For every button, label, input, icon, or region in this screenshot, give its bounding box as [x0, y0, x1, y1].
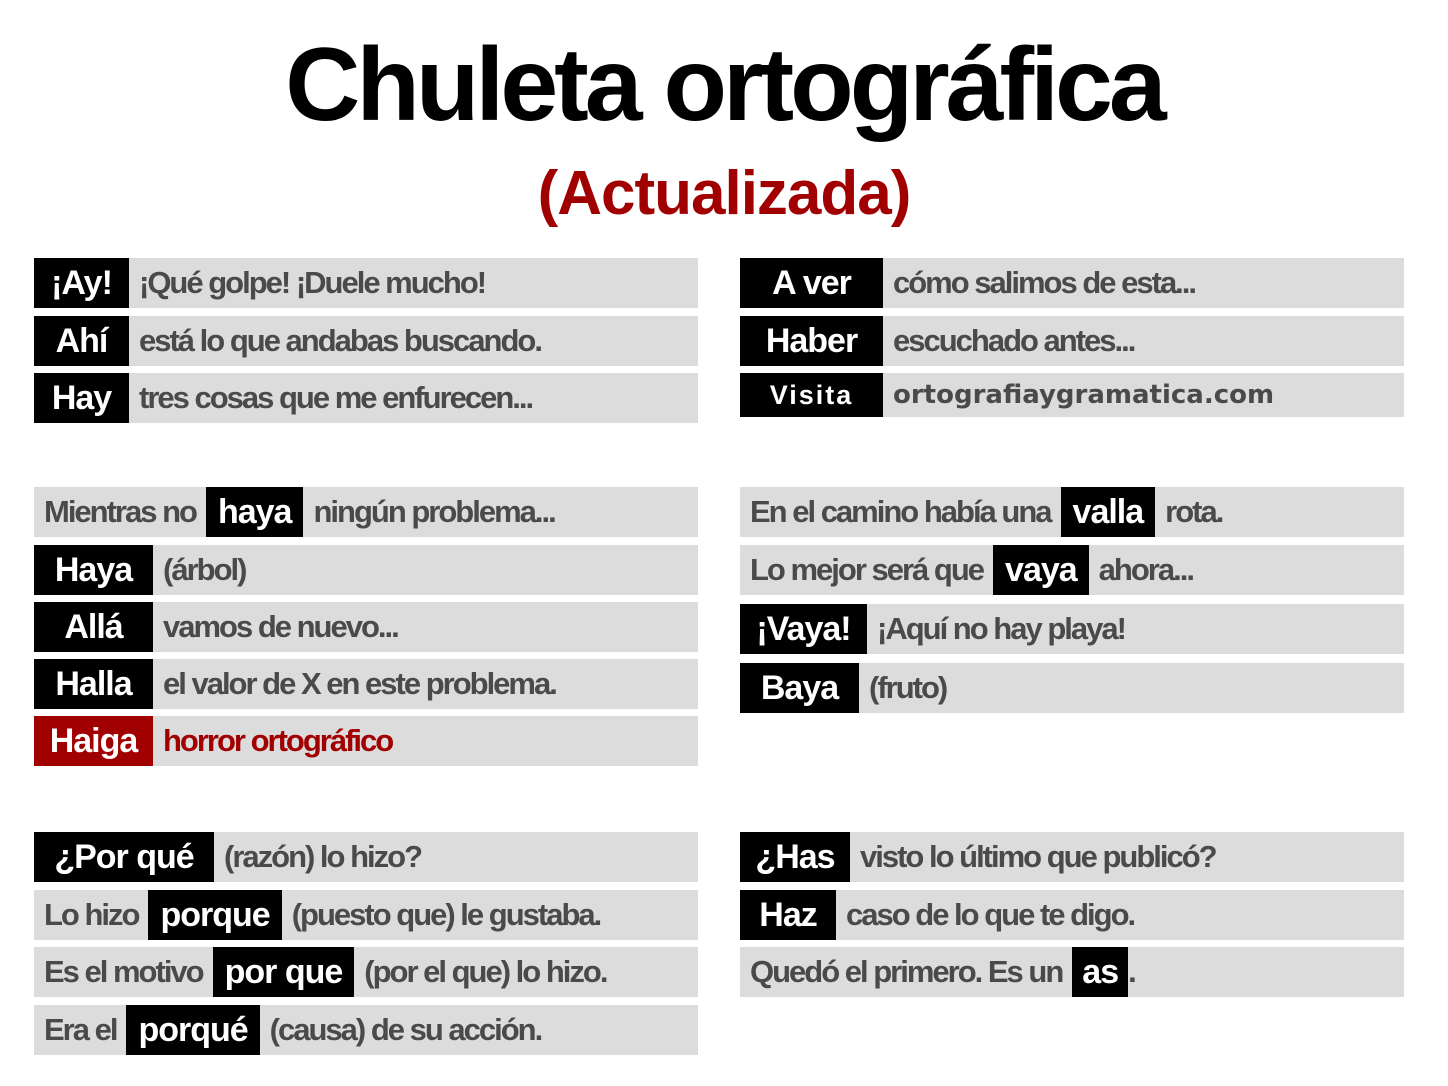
example-text: caso de lo que te digo. — [846, 897, 1135, 932]
website-link[interactable]: ortografiaygramatica.com — [893, 380, 1275, 410]
list-item — [34, 947, 698, 997]
example-text: ¡Aquí no hay playa! — [877, 611, 1125, 646]
error-item — [34, 716, 698, 766]
key-word: valla — [1061, 487, 1156, 537]
key-word: ¡Ay! — [34, 258, 129, 308]
example-text: el valor de X en este problema. — [163, 666, 556, 701]
list-item — [740, 545, 1404, 595]
key-word: haya — [206, 487, 304, 537]
key-word: ¿Por qué — [34, 832, 214, 882]
key-word: A ver — [740, 258, 883, 308]
example-text: (fruto) — [869, 670, 947, 705]
key-word: porque — [148, 890, 281, 940]
example-text: Era el — [44, 1012, 117, 1047]
example-text: cómo salimos de esta... — [893, 265, 1196, 300]
example-text: (árbol) — [163, 552, 246, 587]
example-text: ¡Qué golpe! ¡Duele mucho! — [139, 265, 486, 300]
list-item — [740, 258, 1404, 308]
list-item — [740, 890, 1404, 940]
example-text: . — [1128, 954, 1135, 989]
key-word: as — [1072, 947, 1128, 997]
key-word: Baya — [740, 663, 859, 713]
key-word: Halla — [34, 659, 153, 709]
list-item — [34, 373, 698, 423]
example-text: escuchado antes... — [893, 323, 1135, 358]
list-item — [740, 604, 1404, 654]
example-text: Es el motivo — [44, 954, 203, 989]
example-text: Mientras no — [44, 494, 196, 529]
list-item — [34, 316, 698, 366]
key-word: Haz — [740, 890, 836, 940]
example-text: Lo mejor será que — [750, 552, 984, 587]
list-item — [740, 316, 1404, 366]
key-word: ¿Has — [740, 832, 850, 882]
key-word: Allá — [34, 602, 153, 652]
list-item — [34, 832, 698, 882]
key-word: vaya — [993, 545, 1089, 595]
key-word: Haya — [34, 545, 153, 595]
example-text: vamos de nuevo... — [163, 609, 398, 644]
example-text: horror ortográfico — [163, 723, 393, 758]
example-text: rota. — [1165, 494, 1223, 529]
list-item — [34, 602, 698, 652]
list-item — [34, 545, 698, 595]
example-text: (causa) de su acción. — [269, 1012, 542, 1047]
list-item — [34, 258, 698, 308]
list-item — [740, 832, 1404, 882]
list-item — [34, 1005, 698, 1055]
example-text: Lo hizo — [44, 897, 139, 932]
visit-label: Visita — [740, 373, 883, 417]
example-text: tres cosas que me enfurecen... — [139, 380, 533, 415]
visit-row — [740, 373, 1404, 417]
example-text: ningún problema... — [313, 494, 555, 529]
example-text: ahora... — [1098, 552, 1193, 587]
key-word: Hay — [34, 373, 129, 423]
example-text: está lo que andabas buscando. — [139, 323, 541, 358]
key-word: Haiga — [34, 716, 153, 766]
list-item — [740, 663, 1404, 713]
list-item — [34, 659, 698, 709]
example-text: visto lo último que publicó? — [860, 839, 1216, 874]
key-word: ¡Vaya! — [740, 604, 867, 654]
key-word: Haber — [740, 316, 883, 366]
key-word: por que — [213, 947, 355, 997]
page-subtitle: (Actualizada) — [537, 159, 911, 228]
key-word: porqué — [126, 1005, 259, 1055]
example-text: (por el que) lo hizo. — [364, 954, 607, 989]
list-item — [34, 890, 698, 940]
example-text: (puesto que) le gustaba. — [291, 897, 601, 932]
example-text: Quedó el primero. Es un — [750, 954, 1063, 989]
list-item — [740, 947, 1404, 997]
example-text: En el camino había una — [750, 494, 1051, 529]
key-word: Ahí — [34, 316, 129, 366]
list-item — [34, 487, 698, 537]
example-text: (razón) lo hizo? — [224, 839, 422, 874]
list-item — [740, 487, 1404, 537]
page-title: Chuleta ortográfica — [285, 27, 1163, 143]
